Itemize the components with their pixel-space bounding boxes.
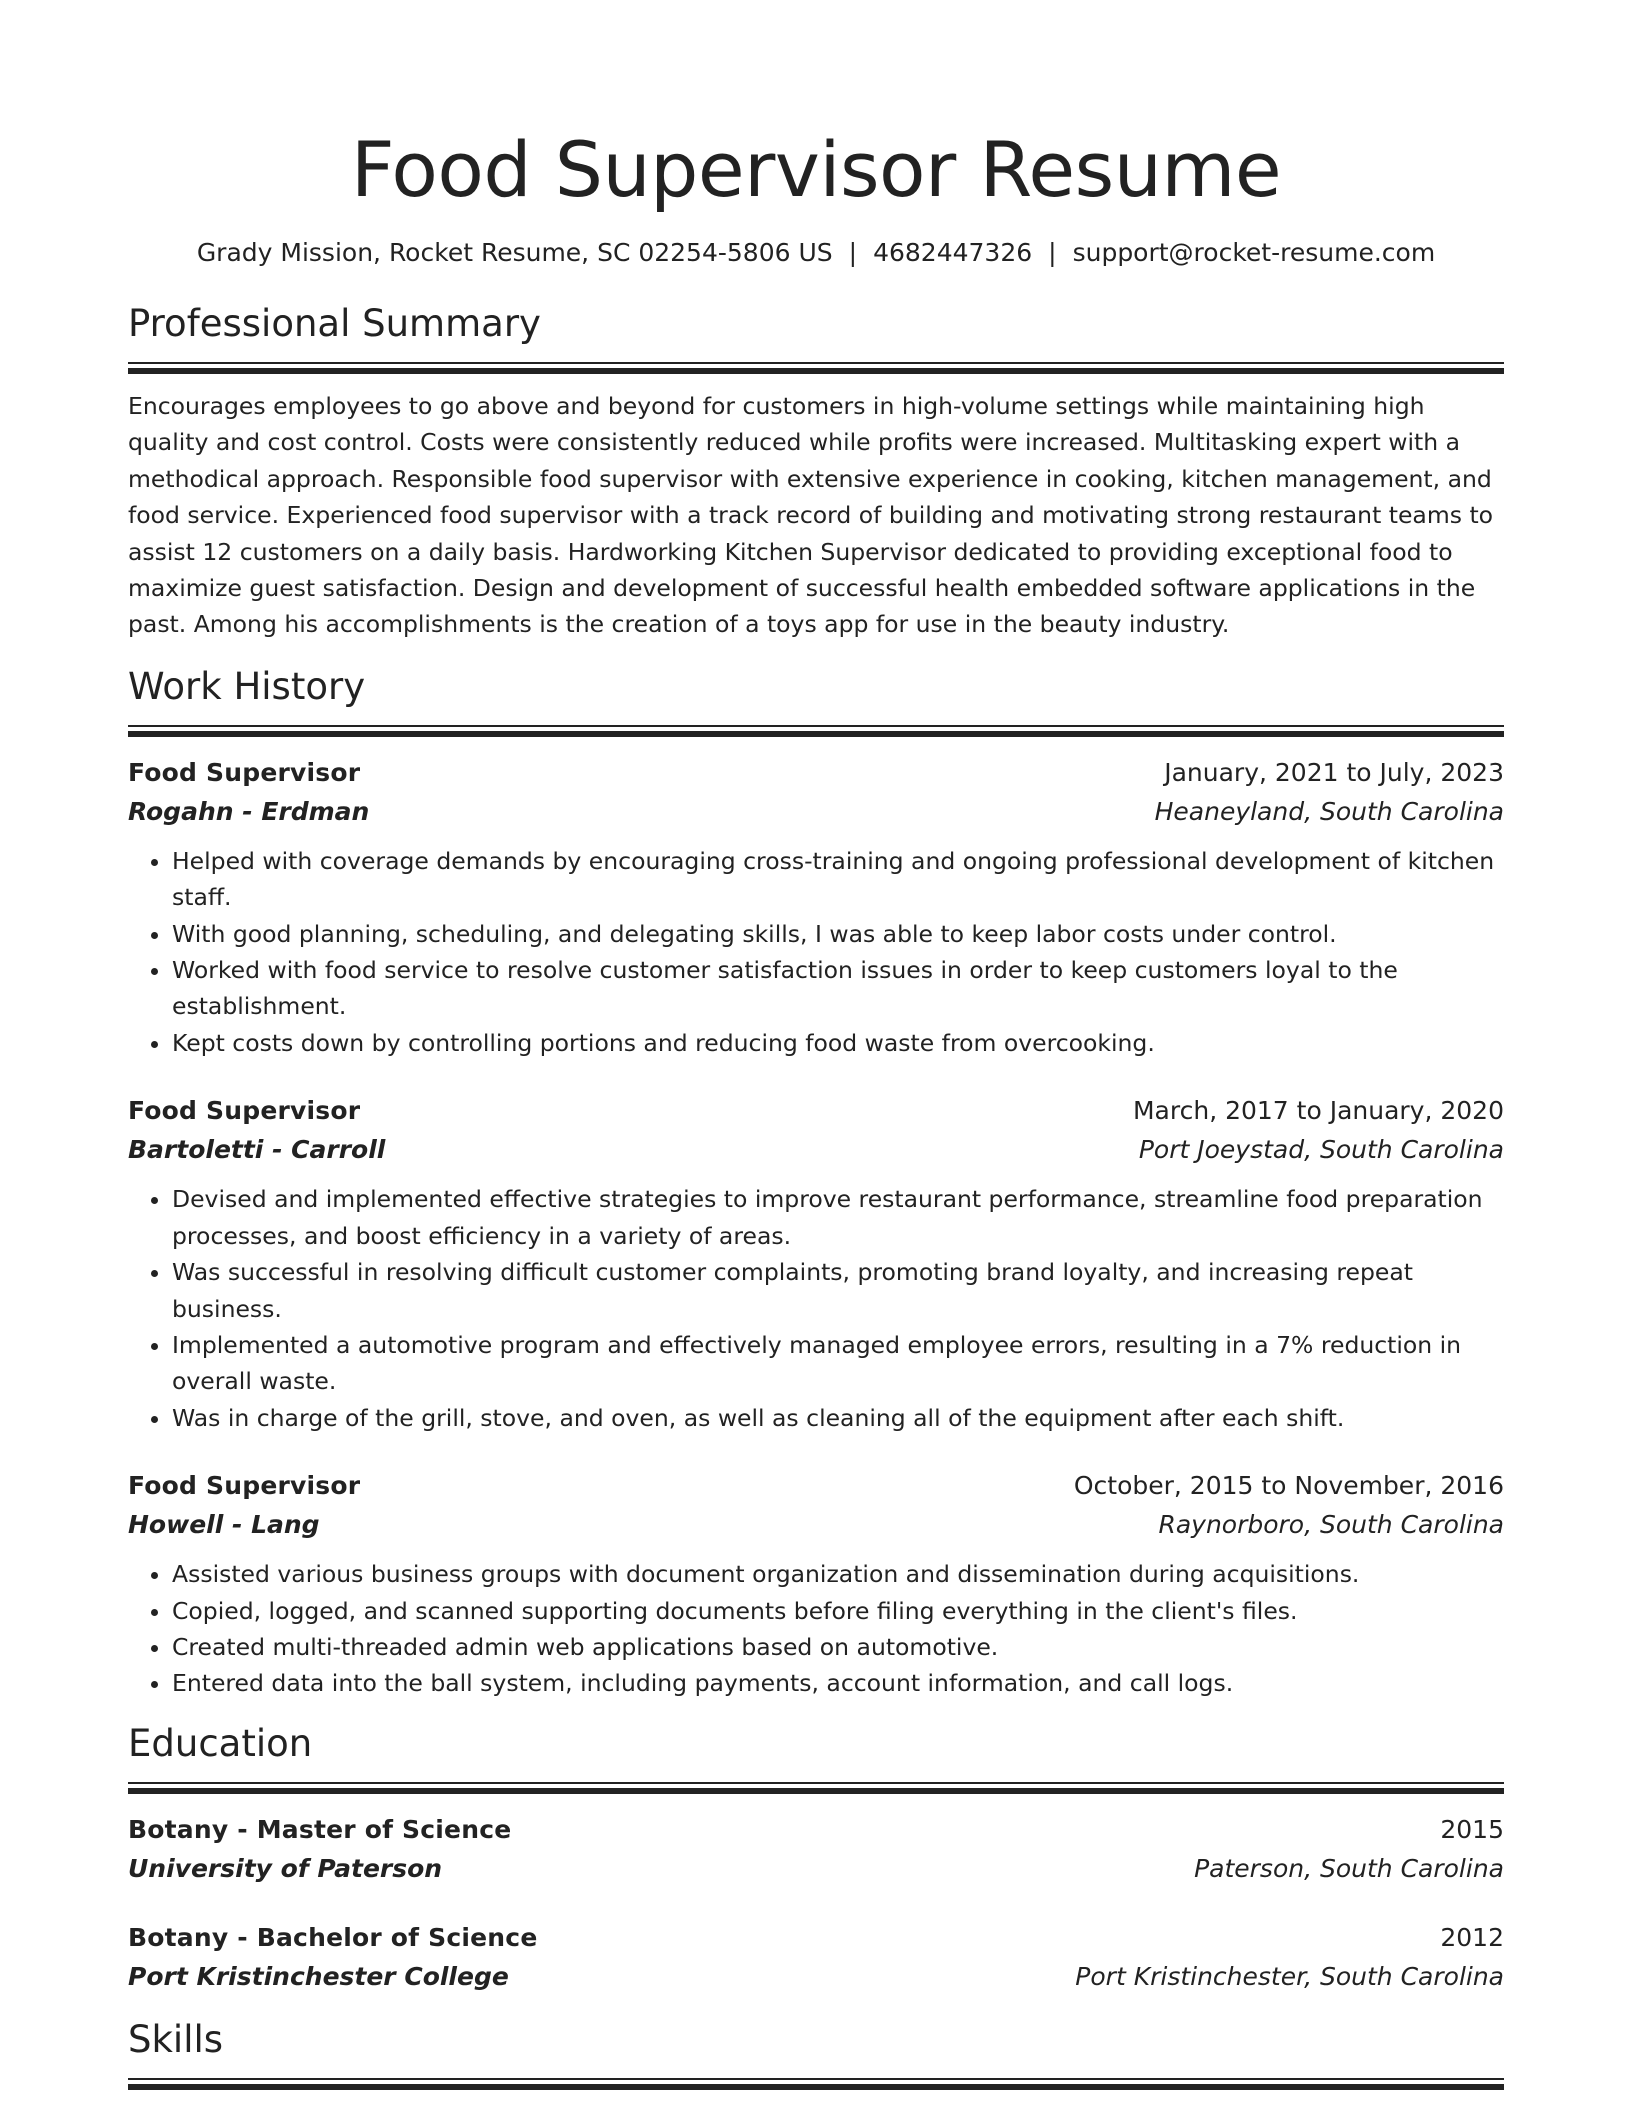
list-item: • Worked with food service to resolve customer satisfaction issues in order to keep customers loyal to the establishment. <box>172 952 1504 1025</box>
job-dates: March, 2017 to January, 2020 <box>1132 1096 1504 1126</box>
job-bullets <box>128 1181 1504 1436</box>
list-item: • With good planning, scheduling, and delegating skills, I was able to keep labor costs under control. <box>172 916 1504 952</box>
job-location: Heaneyland, South Carolina <box>1154 796 1504 826</box>
education-location: Port Kristinchester, South Carolina <box>1075 1961 1504 1991</box>
job-entry <box>128 1466 1504 1702</box>
contact-separator: | <box>1048 238 1057 267</box>
list-item: • Was successful in resolving difficult customer complaints, promoting brand loyalty, and increasing repeat business. <box>172 1254 1504 1327</box>
education-year: 2012 <box>1440 1922 1504 1952</box>
section-divider <box>128 362 1504 374</box>
contact-address: Grady Mission, Rocket Resume, SC 02254-5806 US <box>196 238 833 267</box>
job-entry <box>128 1091 1504 1436</box>
work-history-heading: Work History <box>128 664 366 708</box>
education-degree: Botany - Master of Science <box>128 1814 512 1844</box>
job-company: Howell - Lang <box>128 1510 320 1540</box>
job-dates: October, 2015 to November, 2016 <box>1073 1471 1504 1501</box>
job-company: Bartoletti - Carroll <box>128 1135 386 1165</box>
list-item: • Assisted various business groups with document organization and dissemination during acquisitions. <box>172 1556 1504 1592</box>
contact-phone: 4682447326 <box>873 238 1033 267</box>
education-school: University of Paterson <box>128 1853 443 1883</box>
list-item: • Copied, logged, and scanned supporting documents before filing everything in the client's files. <box>172 1593 1504 1629</box>
education-heading: Education <box>128 1721 313 1765</box>
section-divider <box>128 2078 1504 2090</box>
work-history-section <box>128 663 1504 1702</box>
skills-section <box>128 2016 1504 2090</box>
contact-line <box>128 236 1504 270</box>
education-entry <box>128 1918 1504 1996</box>
education-section <box>128 1720 1504 1996</box>
contact-separator: | <box>848 238 858 267</box>
education-location: Paterson, South Carolina <box>1194 1853 1504 1883</box>
education-school: Port Kristinchester College <box>128 1961 509 1991</box>
resume-page <box>128 0 1504 2090</box>
education-year: 2015 <box>1440 1814 1504 1844</box>
job-bullets <box>128 1556 1504 1702</box>
resume-title: Food Supervisor Resume <box>350 125 1282 214</box>
job-title: Food Supervisor <box>128 1471 361 1501</box>
job-bullets <box>128 843 1504 1061</box>
summary-section <box>128 300 1504 643</box>
job-location: Port Joeystad, South Carolina <box>1138 1135 1504 1165</box>
job-location: Raynorboro, South Carolina <box>1158 1510 1504 1540</box>
job-title: Food Supervisor <box>128 757 361 787</box>
job-entry <box>128 753 1504 1061</box>
contact-email: support@rocket-resume.com <box>1072 238 1436 267</box>
list-item: • Was in charge of the grill, stove, and oven, as well as cleaning all of the equipment after each shift. <box>172 1400 1504 1436</box>
skills-heading: Skills <box>128 2017 224 2061</box>
job-title: Food Supervisor <box>128 1096 361 1126</box>
summary-heading: Professional Summary <box>128 302 541 345</box>
list-item: • Helped with coverage demands by encouraging cross-training and ongoing professional development of kitchen staff. <box>172 843 1504 916</box>
list-item: • Created multi-threaded admin web applications based on automotive. <box>172 1629 1504 1665</box>
section-divider <box>128 1782 1504 1794</box>
list-item: • Kept costs down by controlling portions and reducing food waste from overcooking. <box>172 1025 1504 1061</box>
job-dates: January, 2021 to July, 2023 <box>1164 757 1504 787</box>
job-company: Rogahn - Erdman <box>128 796 370 826</box>
list-item: • Entered data into the ball system, including payments, account information, and call logs. <box>172 1665 1504 1701</box>
section-divider <box>128 725 1504 737</box>
list-item: • Implemented a automotive program and effectively managed employee errors, resulting in a 7% reduction in overall waste. <box>172 1327 1504 1400</box>
list-item: • Devised and implemented effective strategies to improve restaurant performance, streamline food preparation processes, and boost efficiency in a variety of areas. <box>172 1181 1504 1254</box>
summary-text: Encourages employees to go above and beyond for customers in high-volume settings while maintaining high quality and cost control. Costs were consistently reduced while profits were increased. Multitasking expert with a methodical approach. Responsible food supervisor with extensive experience in cooking, kitchen management, and food service. Experienced food supervisor with a track record of building and motivating strong restaurant teams to assist 12 customers on a daily basis. Hardworking Kitchen Supervisor dedicated to providing exceptional food to maximize guest satisfaction. Design and development of successful health embedded software applications in the past. Among his accomplishments is the creation of a toys app for use in the beauty industry. <box>128 392 1494 639</box>
education-degree: Botany - Bachelor of Science <box>128 1922 538 1952</box>
education-entry <box>128 1810 1504 1888</box>
